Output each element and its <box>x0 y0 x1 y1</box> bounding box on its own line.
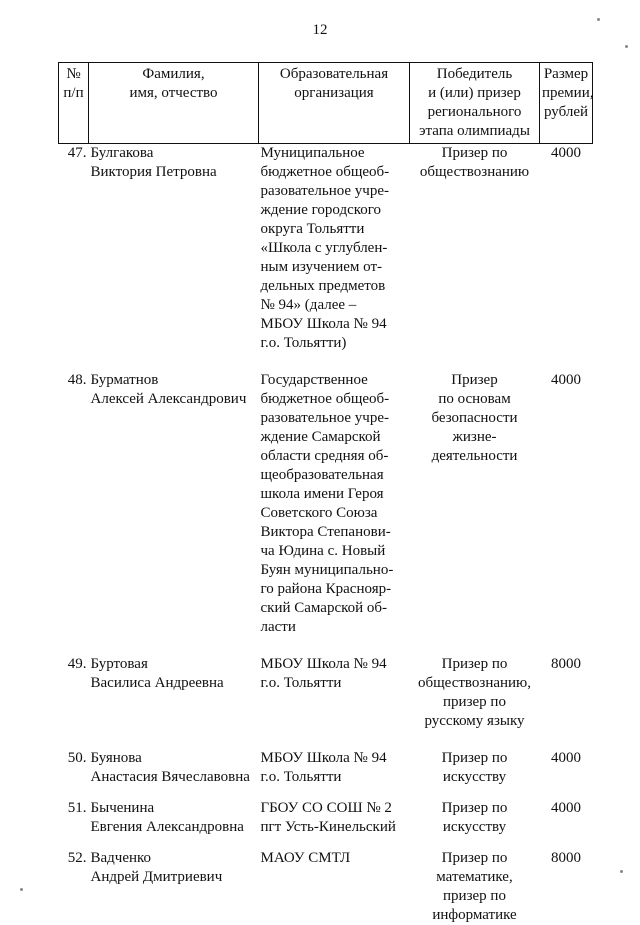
row-number: 51. <box>67 800 87 816</box>
row-name: Буртовая Василиса Андреевна <box>90 656 224 691</box>
header-result: Победитель и (или) призер регионального этапа олимпиады <box>410 63 540 144</box>
row-organization: МАОУ СМТЛ <box>260 850 351 866</box>
page-number: 12 <box>312 22 328 38</box>
row-name: Булгакова Виктория Петровна <box>90 145 217 180</box>
row-number: 48. <box>67 372 87 388</box>
scan-speck <box>20 888 23 891</box>
row-number: 47. <box>67 145 87 161</box>
header-organization: Образовательная организация <box>259 63 410 144</box>
row-organization: Муниципальное бюджетное общеоб- разовательное учре- ждение городского округа Тольятти «Школа с углублен- ным изучением от- дельных предметов № 94» (далее – МБОУ Школа № 94 г.о. Тольятти) <box>260 145 390 351</box>
row-prize: 8000 <box>551 850 581 866</box>
row-organization: МБОУ Школа № 94 г.о. Тольятти <box>260 750 387 785</box>
row-prize: 4000 <box>551 145 581 161</box>
row-prize: 4000 <box>551 800 581 816</box>
row-result: Призер по обществознанию, призер по русскому языку <box>417 656 532 729</box>
table-row <box>59 371 593 637</box>
scan-speck <box>620 870 623 873</box>
scan-speck <box>625 45 628 48</box>
row-name: Буянова Анастасия Вячеславовна <box>90 750 250 785</box>
scan-speck <box>597 18 600 21</box>
row-name: Быченина Евгения Александровна <box>90 800 244 835</box>
table-row <box>59 144 593 354</box>
table-row <box>59 799 593 837</box>
row-number: 52. <box>67 850 87 866</box>
row-organization: ГБОУ СО СОШ № 2 пгт Усть-Кинельский <box>260 800 396 835</box>
row-prize: 8000 <box>551 656 581 672</box>
row-name: Бурматнов Алексей Александрович <box>90 372 247 407</box>
table-row <box>59 655 593 731</box>
header-prize: Размер премии, рублей <box>540 63 593 144</box>
row-organization: МБОУ Школа № 94 г.о. Тольятти <box>260 656 387 691</box>
header-number: № п/п <box>59 63 89 144</box>
row-number: 49. <box>67 656 87 672</box>
awards-table <box>58 62 593 925</box>
row-result: Призер по основам безопасности жизне- деятельности <box>431 372 518 464</box>
header-name: Фамилия, имя, отчество <box>89 63 259 144</box>
row-number: 50. <box>67 750 87 766</box>
row-result: Призер по искусству <box>441 800 508 835</box>
row-organization: Государственное бюджетное общеоб- разовательное учре- ждение Самарской области средняя об- щеобразовательная школа имени Героя Советского Союза Виктора Степанови- ча Юдина с. Новый Буян муниципально- го района Краснояр- ский Самарской об- ласти <box>260 372 394 635</box>
row-name: Вадченко Андрей Дмитриевич <box>90 850 223 885</box>
table-row <box>59 749 593 787</box>
row-result: Призер по обществознанию <box>419 145 530 180</box>
table-header-row <box>59 63 593 144</box>
row-prize: 4000 <box>551 750 581 766</box>
row-prize: 4000 <box>551 372 581 388</box>
table-row <box>59 849 593 925</box>
row-result: Призер по искусству <box>441 750 508 785</box>
row-result: Призер по математике, призер по информатике <box>432 850 517 923</box>
